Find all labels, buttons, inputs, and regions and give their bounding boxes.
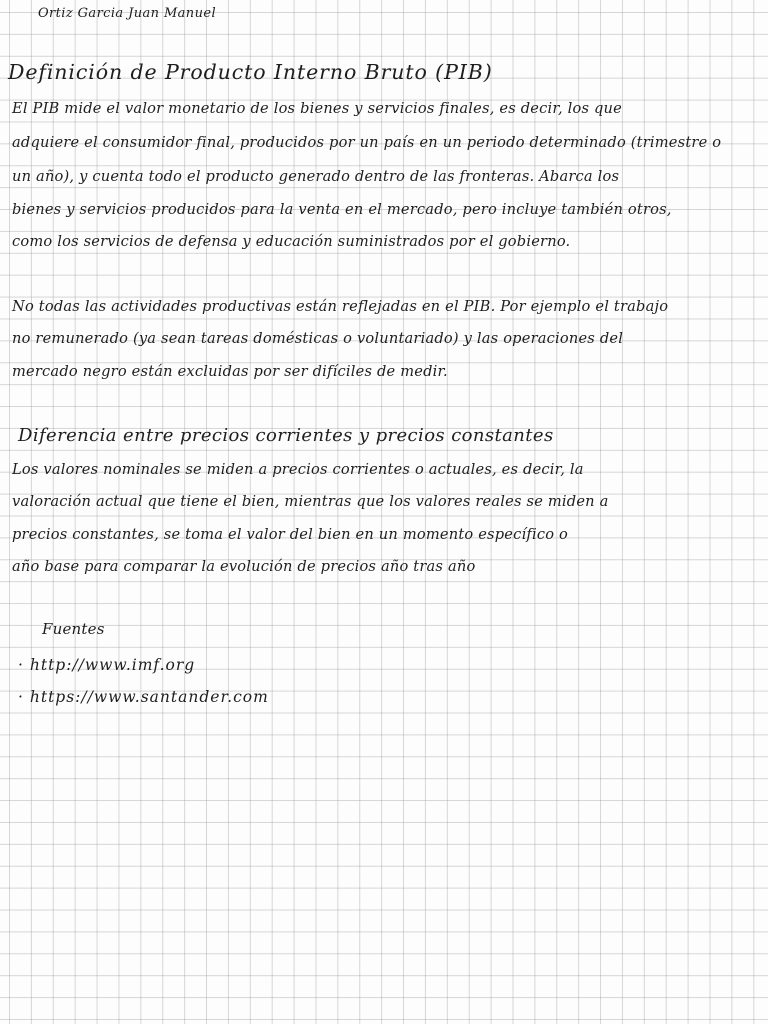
sources-heading: Fuentes bbox=[42, 620, 105, 638]
page-title: Definición de Producto Interno Bruto (PIB) bbox=[8, 60, 493, 84]
source-item: · http://www.imf.org bbox=[18, 656, 196, 674]
paragraph-2-line-3: mercado negro están excluidas por ser difíciles de medir. bbox=[12, 363, 448, 380]
paragraph-1-line-4: bienes y servicios producidos para la venta en el mercado, pero incluye también otros, bbox=[12, 201, 672, 218]
paragraph-1-line-2: adquiere el consumidor final, producidos por un país en un periodo determinado (trimestre o bbox=[12, 134, 722, 151]
paragraph-2-line-2: no remunerado (ya sean tareas domésticas o voluntariado) y las operaciones del bbox=[12, 330, 624, 347]
paragraph-3-line-3: precios constantes, se toma el valor del bien en un momento específico o bbox=[12, 526, 569, 543]
paragraph-1-line-5: como los servicios de defensa y educación suministrados por el gobierno. bbox=[12, 233, 571, 250]
paragraph-1-line-1: El PIB mide el valor monetario de los bienes y servicios finales, es decir, los que bbox=[12, 100, 622, 117]
source-item: · https://www.santander.com bbox=[18, 688, 269, 706]
paragraph-1-line-3: un año), y cuenta todo el producto generado dentro de las fronteras. Abarca los bbox=[12, 168, 620, 185]
paragraph-3-line-4: año base para comparar la evolución de precios año tras año bbox=[12, 558, 476, 575]
paragraph-3-line-1: Los valores nominales se miden a precios corrientes o actuales, es decir, la bbox=[12, 461, 584, 478]
author-name: Ortiz Garcia Juan Manuel bbox=[38, 6, 217, 21]
section-subtitle: Diferencia entre precios corrientes y precios constantes bbox=[18, 425, 554, 446]
paragraph-2-line-1: No todas las actividades productivas están reflejadas en el PIB. Por ejemplo el trabajo bbox=[12, 298, 669, 315]
paragraph-3-line-2: valoración actual que tiene el bien, mientras que los valores reales se miden a bbox=[12, 493, 609, 510]
